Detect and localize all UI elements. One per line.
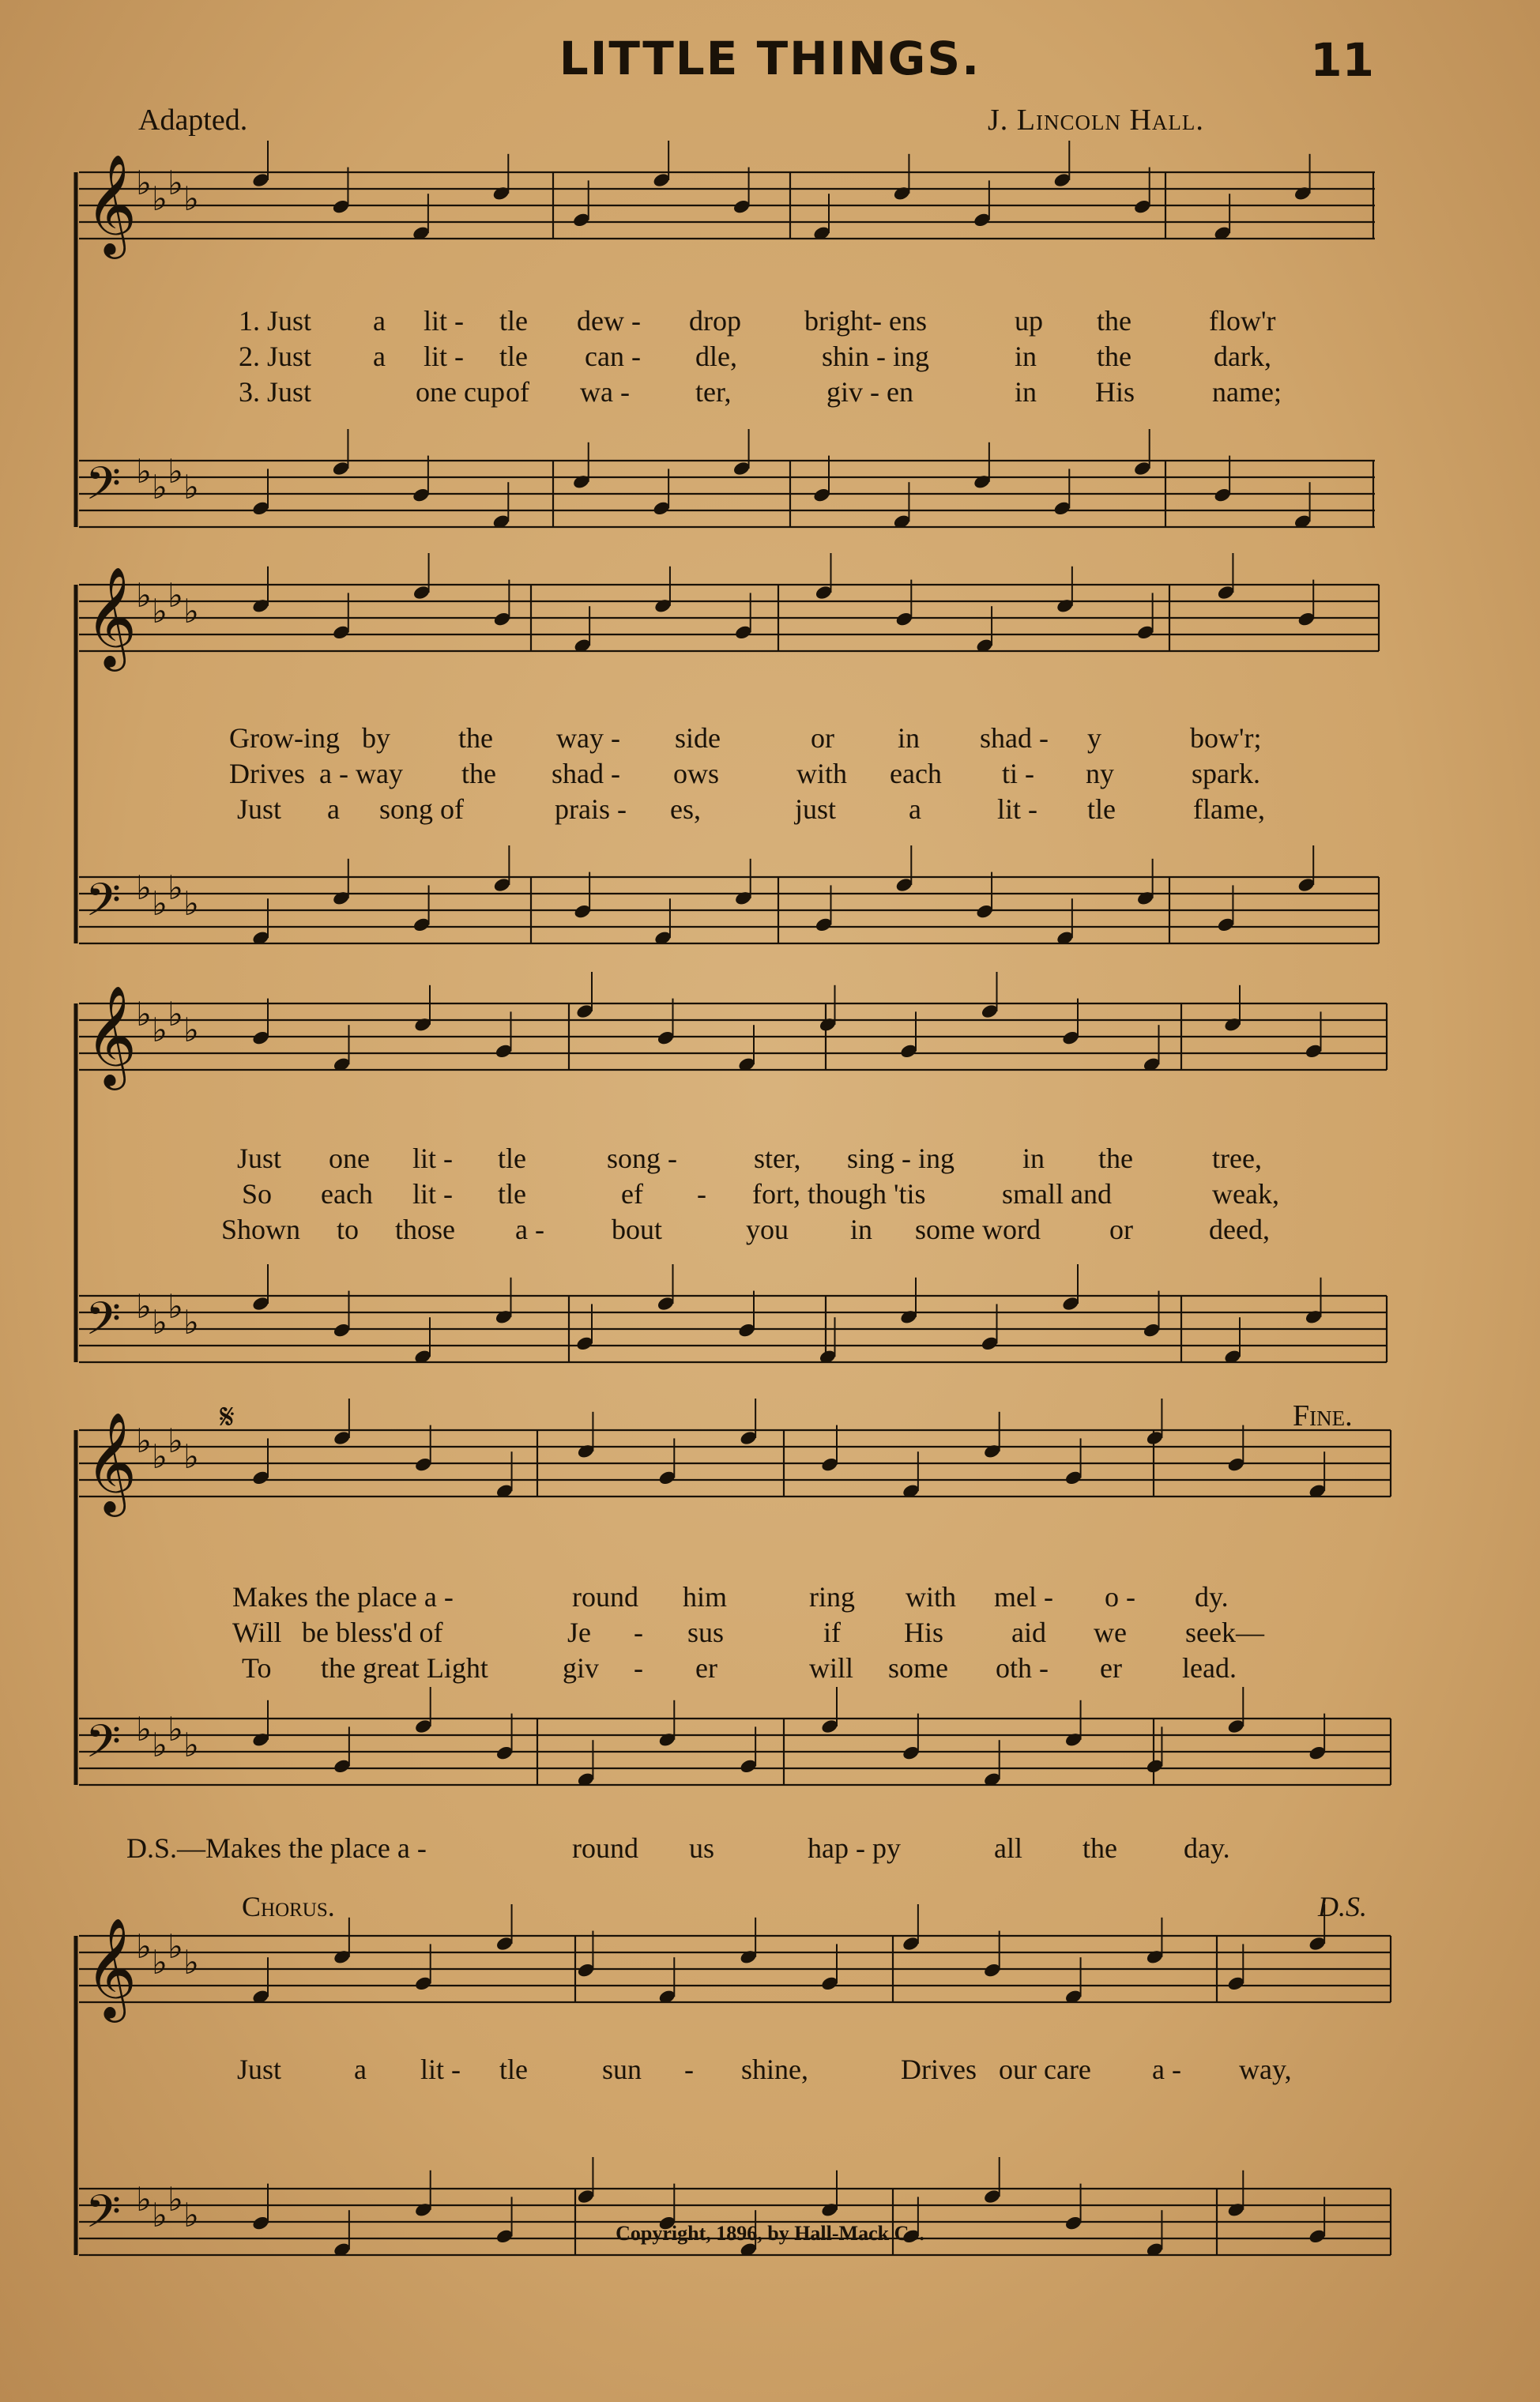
- flat-icon: ♭: [183, 1437, 199, 1476]
- lyric: you: [746, 1214, 789, 1245]
- lyric: all: [994, 1832, 1022, 1864]
- lyric: with: [906, 1581, 957, 1613]
- lyric: the: [458, 722, 493, 754]
- lyric: Grow-ing: [229, 722, 340, 754]
- flat-icon: ♭: [136, 576, 152, 615]
- lyric: Will: [232, 1617, 282, 1648]
- lyric: shad -: [552, 758, 620, 789]
- lyric: a: [327, 793, 340, 825]
- lyric: a - way: [319, 758, 403, 789]
- lyric: tle: [1087, 793, 1116, 825]
- lyric: o -: [1105, 1581, 1135, 1613]
- lyric: Just: [237, 1143, 282, 1174]
- lyric: or: [1109, 1214, 1133, 1245]
- lyric: dark,: [1214, 341, 1271, 372]
- lyric: -: [684, 2054, 694, 2085]
- lyric: -: [634, 1652, 643, 1684]
- lyric: just: [795, 793, 837, 825]
- flat-icon: ♭: [183, 468, 199, 506]
- flat-icon: ♭: [152, 1726, 168, 1764]
- flat-icon: ♭: [152, 1943, 168, 1982]
- flat-icon: ♭: [152, 468, 168, 506]
- lyric: him: [683, 1581, 728, 1613]
- lyric: fort, though 'tis: [752, 1178, 926, 1210]
- flat-icon: ♭: [183, 592, 199, 631]
- lyric: sun: [602, 2054, 642, 2085]
- treble-clef-icon: 𝄞: [85, 1411, 137, 1512]
- lyric: ti -: [1002, 758, 1034, 789]
- treble-clef-icon: 𝄞: [85, 985, 137, 1086]
- lyric: es,: [670, 793, 701, 825]
- bass-clef-icon: 𝄢: [85, 2185, 122, 2250]
- lyric: way,: [1239, 2054, 1292, 2085]
- lyric: lit -: [412, 1178, 453, 1210]
- lyric: wa -: [580, 376, 630, 408]
- flat-icon: ♭: [168, 576, 183, 615]
- lyric: a: [354, 2054, 367, 2085]
- flat-icon: ♭: [152, 179, 168, 218]
- lyric: ny: [1086, 758, 1114, 789]
- lyric: sing - ing: [847, 1143, 955, 1174]
- flat-icon: ♭: [168, 1421, 183, 1460]
- lyric: -: [697, 1178, 706, 1210]
- lyric: ter,: [695, 376, 732, 408]
- lyric: y: [1087, 722, 1101, 754]
- lyric: some word: [915, 1214, 1041, 1245]
- lyric: lit -: [420, 2054, 461, 2085]
- lyric: flame,: [1193, 793, 1265, 825]
- lyric: 3. Just: [239, 376, 312, 408]
- lyric: Drives: [229, 758, 305, 789]
- lyric: prais -: [555, 793, 627, 825]
- lyric: hap - py: [808, 1832, 901, 1864]
- lyric: To: [242, 1652, 272, 1684]
- flat-icon: ♭: [183, 179, 199, 218]
- lyric: song -: [607, 1143, 677, 1174]
- treble-clef-icon: 𝄞: [85, 566, 137, 667]
- lyric: in: [850, 1214, 873, 1245]
- fine-marker: Fine.: [1293, 1399, 1353, 1433]
- flat-icon: ♭: [136, 2180, 152, 2219]
- lyric: the: [1097, 341, 1131, 372]
- lyric: tree,: [1212, 1143, 1262, 1174]
- lyric: er: [695, 1652, 717, 1684]
- lyric: Makes the place a -: [232, 1581, 454, 1613]
- flat-icon: ♭: [152, 1303, 168, 1342]
- flat-icon: ♭: [136, 1710, 152, 1749]
- flat-icon: ♭: [183, 2196, 199, 2234]
- lyric: lit -: [424, 305, 464, 337]
- lyric: round: [572, 1832, 638, 1864]
- lyric: seek—: [1185, 1617, 1264, 1648]
- flat-icon: ♭: [152, 884, 168, 923]
- bass-clef-icon: 𝄢: [85, 1292, 122, 1357]
- lyric: Just: [237, 2054, 282, 2085]
- lyric: Shown: [221, 1214, 301, 1245]
- lyric: can -: [585, 341, 641, 372]
- lyric: His: [904, 1617, 944, 1648]
- lyric: tle: [499, 305, 528, 337]
- lyric: -: [634, 1617, 643, 1648]
- lyric: one: [329, 1143, 370, 1174]
- lyric: by: [362, 722, 390, 754]
- bass-clef-icon: 𝄢: [85, 1715, 122, 1779]
- lyric: the: [1083, 1832, 1117, 1864]
- bass-clef-icon: 𝄢: [85, 457, 122, 521]
- flat-icon: ♭: [152, 1011, 168, 1049]
- flat-icon: ♭: [168, 452, 183, 491]
- flat-icon: ♭: [152, 1437, 168, 1476]
- lyric: 2. Just: [239, 341, 312, 372]
- lyric: ster,: [754, 1143, 801, 1174]
- hymn-title: LITTLE THINGS.: [559, 32, 981, 85]
- lyric: bout: [612, 1214, 663, 1245]
- lyric: dew -: [577, 305, 641, 337]
- lyric: lit -: [412, 1143, 453, 1174]
- lyric: shad -: [980, 722, 1049, 754]
- lyric: tle: [499, 341, 528, 372]
- lyric: So: [242, 1178, 273, 1210]
- lyric: a: [373, 341, 386, 372]
- lyric: tle: [499, 2054, 528, 2085]
- flat-icon: ♭: [183, 1011, 199, 1049]
- lyric: shine,: [741, 2054, 808, 2085]
- lyric: the: [1098, 1143, 1133, 1174]
- lyric: the great Light: [321, 1652, 488, 1684]
- lyric: in: [1015, 341, 1037, 372]
- flat-icon: ♭: [168, 1927, 183, 1966]
- lyric: bow'r;: [1190, 722, 1262, 754]
- lyric: each: [890, 758, 942, 789]
- lyric: side: [675, 722, 721, 754]
- flat-icon: ♭: [152, 2196, 168, 2234]
- lyric: the: [461, 758, 496, 789]
- lyric: one cup: [416, 376, 505, 408]
- lyric: giv: [563, 1652, 600, 1684]
- lyric: day.: [1184, 1832, 1230, 1864]
- lyric: dle,: [695, 341, 737, 372]
- flat-icon: ♭: [183, 1303, 199, 1342]
- lyric: a: [909, 793, 921, 825]
- flat-icon: ♭: [183, 1943, 199, 1982]
- lyric: each: [321, 1178, 373, 1210]
- lyric: ef: [621, 1178, 643, 1210]
- copyright-notice: Copyright, 1896, by Hall-Mack Co.: [616, 2222, 924, 2245]
- lyric: Just: [237, 793, 282, 825]
- lyric: D.S.—Makes the place a -: [126, 1832, 427, 1864]
- lyric: Je: [567, 1617, 591, 1648]
- lyric: His: [1095, 376, 1135, 408]
- segno-sign: 𝄋: [220, 1398, 235, 1436]
- lyric: a: [373, 305, 386, 337]
- page-number: 11: [1310, 33, 1374, 87]
- flat-icon: ♭: [183, 1726, 199, 1764]
- lyric: those: [395, 1214, 455, 1245]
- flat-icon: ♭: [168, 164, 183, 202]
- lyric: up: [1015, 305, 1043, 337]
- flat-icon: ♭: [136, 995, 152, 1033]
- lyric: lead.: [1182, 1652, 1237, 1684]
- lyric: weak,: [1212, 1178, 1279, 1210]
- lyric: of: [506, 376, 529, 408]
- flat-icon: ♭: [152, 592, 168, 631]
- flat-icon: ♭: [136, 1421, 152, 1460]
- flat-icon: ♭: [136, 1927, 152, 1966]
- lyric: in: [1015, 376, 1037, 408]
- lyric: small and: [1002, 1178, 1112, 1210]
- flat-icon: ♭: [136, 868, 152, 907]
- lyric: aid: [1011, 1617, 1046, 1648]
- lyric: a -: [515, 1214, 544, 1245]
- lyric: mel -: [994, 1581, 1053, 1613]
- lyric: ows: [673, 758, 720, 789]
- lyric: if: [823, 1617, 841, 1648]
- lyric: Drives: [901, 2054, 977, 2085]
- chorus-label: Chorus.: [242, 1891, 335, 1922]
- flat-icon: ♭: [168, 2180, 183, 2219]
- lyric: lit -: [997, 793, 1037, 825]
- lyric: round: [572, 1581, 638, 1613]
- lyric: will: [809, 1652, 854, 1684]
- lyric: song of: [379, 793, 464, 825]
- lyric: flow'r: [1209, 305, 1276, 337]
- lyric: er: [1100, 1652, 1122, 1684]
- treble-clef-icon: 𝄞: [85, 1917, 137, 2018]
- flat-icon: ♭: [168, 1287, 183, 1326]
- lyric: spark.: [1192, 758, 1260, 789]
- lyric: a -: [1152, 2054, 1181, 2085]
- lyric: ring: [809, 1581, 855, 1613]
- lyric: or: [811, 722, 834, 754]
- words-credit: Adapted.: [138, 104, 248, 137]
- lyric: name;: [1212, 376, 1282, 408]
- lyric: be bless'd of: [302, 1617, 443, 1648]
- flat-icon: ♭: [136, 164, 152, 202]
- lyric: dy.: [1195, 1581, 1229, 1613]
- lyric: oth -: [996, 1652, 1049, 1684]
- flat-icon: ♭: [136, 452, 152, 491]
- lyric: lit -: [424, 341, 464, 372]
- lyric: 1. Just: [239, 305, 312, 337]
- treble-clef-icon: 𝄞: [85, 153, 137, 254]
- flat-icon: ♭: [183, 884, 199, 923]
- flat-icon: ♭: [168, 868, 183, 907]
- lyric: in: [898, 722, 921, 754]
- lyric: we: [1094, 1617, 1127, 1648]
- flat-icon: ♭: [136, 1287, 152, 1326]
- lyric: tle: [498, 1143, 526, 1174]
- lyric: some: [888, 1652, 948, 1684]
- bass-clef-icon: 𝄢: [85, 873, 122, 938]
- lyric: drop: [689, 305, 741, 337]
- lyric: to: [337, 1214, 360, 1245]
- lyric: way -: [556, 722, 620, 754]
- lyric: sus: [687, 1617, 725, 1648]
- lyric: with: [796, 758, 848, 789]
- flat-icon: ♭: [168, 1710, 183, 1749]
- music-credit: J. Lincoln Hall.: [988, 104, 1204, 137]
- lyric: tle: [498, 1178, 526, 1210]
- lyric: bright- ens: [804, 305, 927, 337]
- flat-icon: ♭: [168, 995, 183, 1033]
- lyric: our care: [999, 2054, 1091, 2085]
- lyric: deed,: [1209, 1214, 1270, 1245]
- lyric: shin - ing: [822, 341, 930, 372]
- lyric: us: [689, 1832, 715, 1864]
- lyric: the: [1097, 305, 1131, 337]
- ds-marker: D.S.: [1318, 1891, 1367, 1922]
- lyric: in: [1022, 1143, 1045, 1174]
- lyric: giv - en: [826, 376, 913, 408]
